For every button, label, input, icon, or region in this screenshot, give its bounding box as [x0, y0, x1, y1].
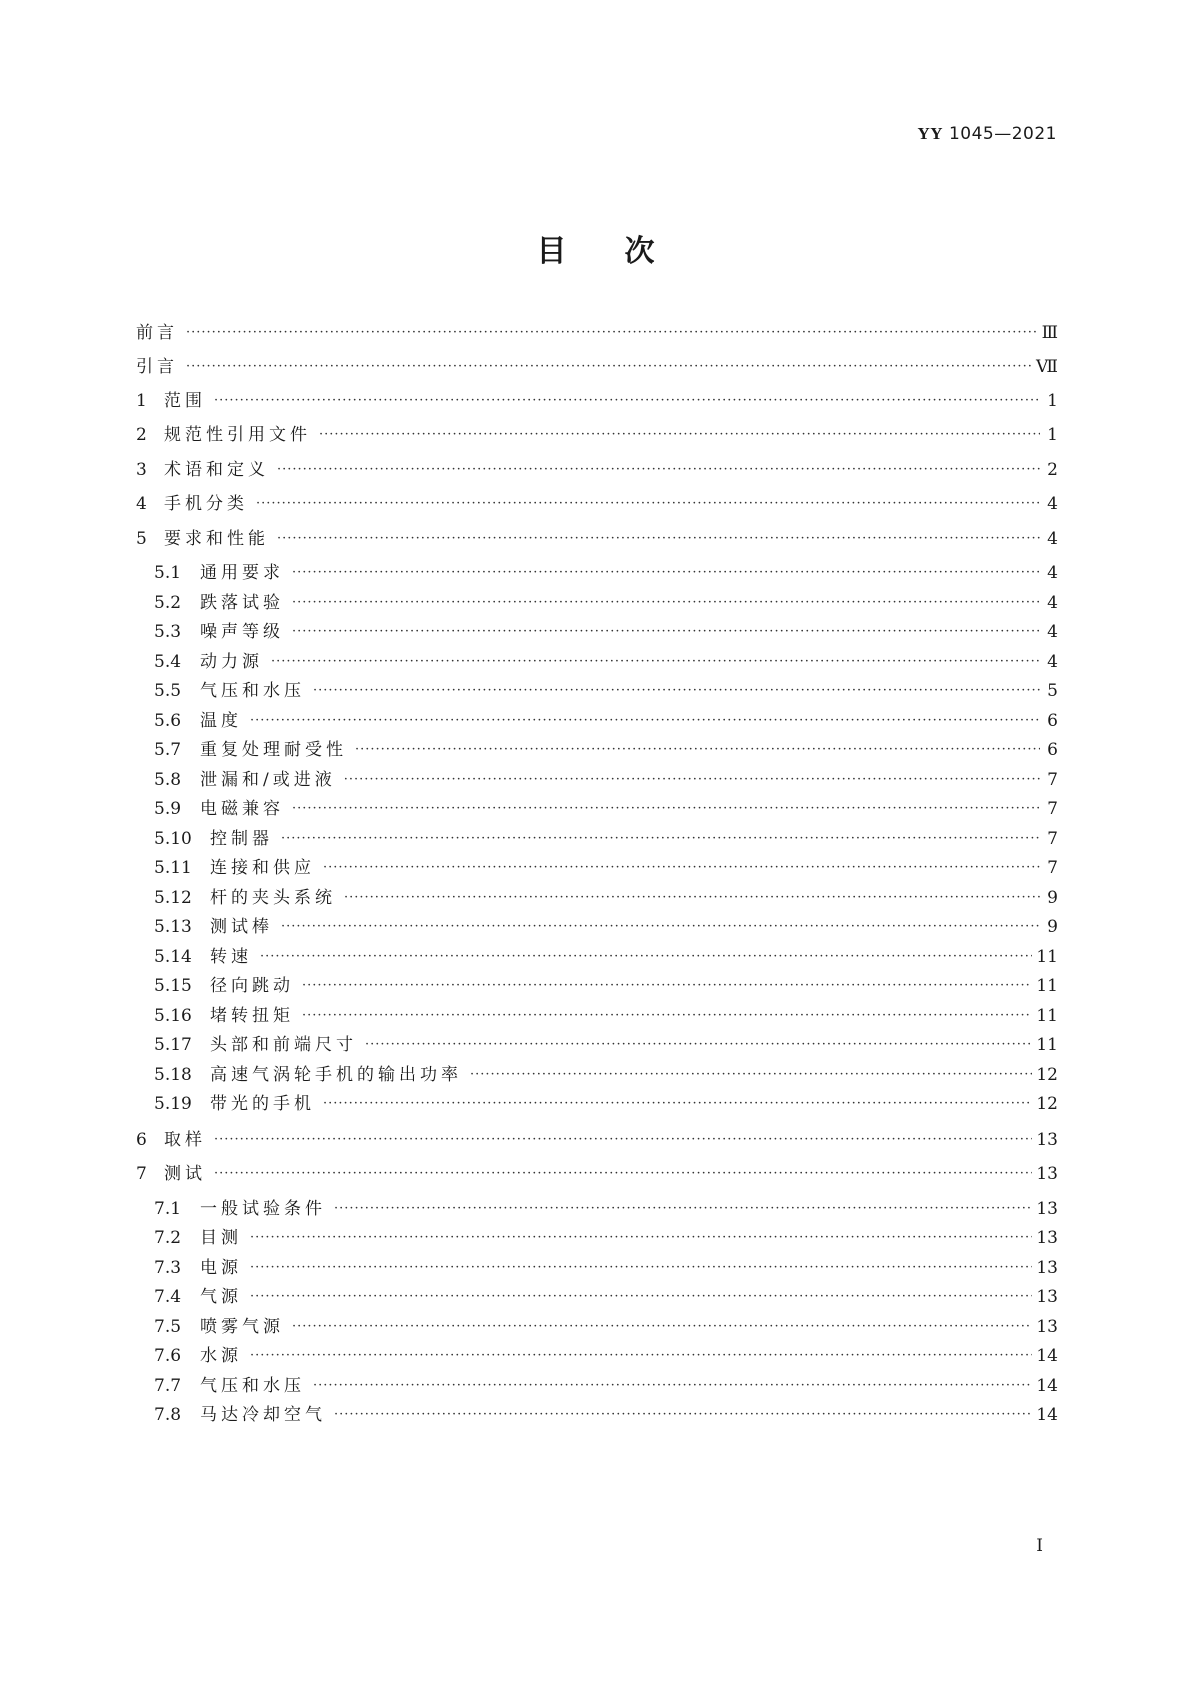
toc-entry-page: 9	[1047, 917, 1058, 937]
toc-entry-number: 7.2	[154, 1228, 182, 1248]
toc-entry[interactable]	[154, 1373, 1058, 1399]
toc-entry-number: 5.2	[154, 593, 182, 613]
toc-entry-number: 7.1	[154, 1199, 182, 1219]
toc-dot-leader	[250, 706, 1040, 734]
toc-entry-title: 动力源	[200, 652, 263, 672]
toc-entry[interactable]	[154, 855, 1058, 881]
toc-dot-leader	[355, 735, 1040, 763]
toc-dot-leader	[470, 1060, 1032, 1088]
toc-dot-leader	[277, 524, 1040, 552]
toc-entry-number: 5.7	[154, 740, 182, 760]
toc-dot-leader	[292, 617, 1040, 645]
toc-dot-leader	[334, 1194, 1032, 1222]
toc-entry[interactable]	[154, 944, 1058, 970]
toc-entry-number: 5.4	[154, 652, 182, 672]
toc-entry[interactable]	[154, 1091, 1058, 1117]
toc-entry-number: 7	[136, 1164, 147, 1184]
toc-dot-leader	[292, 794, 1040, 822]
page-title: 目次	[536, 234, 713, 269]
toc-entry[interactable]	[154, 708, 1058, 734]
toc-entry-title: 气压和水压	[200, 681, 305, 701]
toc-entry-number: 7.7	[154, 1376, 182, 1396]
toc-dot-leader	[302, 971, 1032, 999]
toc-entry-number: 2	[136, 425, 147, 445]
toc-entry-title: 要求和性能	[164, 529, 269, 549]
toc-entry-title: 取样	[164, 1130, 206, 1150]
toc-dot-leader	[277, 455, 1040, 483]
toc-dot-leader	[271, 647, 1040, 675]
toc-entry[interactable]	[136, 320, 1058, 346]
toc-dot-leader	[250, 1341, 1032, 1369]
standard-number	[918, 124, 1058, 144]
toc-entry[interactable]	[136, 354, 1058, 380]
toc-entry-page: 11	[1036, 1035, 1058, 1055]
toc-entry-title: 喷雾气源	[200, 1317, 284, 1337]
toc-entry-number: 5.5	[154, 681, 182, 701]
toc-entry[interactable]	[154, 737, 1058, 763]
toc-entry-page: 13	[1036, 1287, 1058, 1307]
toc-entry-page: 11	[1036, 947, 1058, 967]
toc-entry-number: 7.3	[154, 1258, 182, 1278]
toc-entry-number: 5.16	[154, 1006, 192, 1026]
toc-dot-leader	[319, 420, 1040, 448]
toc-entry-number: 3	[136, 460, 147, 480]
toc-entry-number: 5.14	[154, 947, 192, 967]
toc-entry[interactable]	[154, 1255, 1058, 1281]
toc-entry-page: 14	[1036, 1376, 1058, 1396]
toc-dot-leader	[186, 318, 1038, 346]
toc-entry-title: 泄漏和/或进液	[200, 770, 336, 790]
toc-entry-title: 头部和前端尺寸	[210, 1035, 357, 1055]
toc-entry[interactable]	[154, 678, 1058, 704]
toc-entry-page: 12	[1036, 1065, 1058, 1085]
toc-entry[interactable]	[154, 767, 1058, 793]
toc-entry[interactable]	[154, 1062, 1058, 1088]
toc-dot-leader	[313, 676, 1040, 704]
toc-entry-title: 马达冷却空气	[200, 1405, 326, 1425]
toc-dot-leader	[250, 1223, 1032, 1251]
toc-dot-leader	[292, 588, 1040, 616]
toc-entry-page: 2	[1047, 460, 1058, 480]
toc-entry-title: 气源	[200, 1287, 242, 1307]
toc-entry-title: 目测	[200, 1228, 242, 1248]
toc-entry-page: 7	[1047, 829, 1058, 849]
toc-dot-leader	[344, 883, 1040, 911]
toc-entry[interactable]	[136, 1161, 1058, 1187]
toc-entry-title: 跌落试验	[200, 593, 284, 613]
toc-entry[interactable]	[154, 649, 1058, 675]
toc-dot-leader	[313, 1371, 1032, 1399]
toc-entry[interactable]	[154, 619, 1058, 645]
toc-entry-number: 7.5	[154, 1317, 182, 1337]
toc-entry-page: 1	[1047, 425, 1058, 445]
toc-entry[interactable]	[154, 914, 1058, 940]
toc-entry-page: 4	[1047, 494, 1058, 514]
toc-entry-page: 6	[1047, 711, 1058, 731]
toc-entry-title: 规范性引用文件	[164, 425, 311, 445]
toc-entry[interactable]	[154, 885, 1058, 911]
toc-dot-leader	[214, 1125, 1032, 1153]
toc-entry-number: 5.15	[154, 976, 192, 996]
toc-dot-leader	[214, 386, 1040, 414]
toc-entry-number: 7.4	[154, 1287, 182, 1307]
toc-entry-title: 堵转扭矩	[210, 1006, 294, 1026]
toc-entry-number: 5.11	[154, 858, 192, 878]
toc-entry-page: Ⅲ	[1041, 323, 1058, 343]
toc-entry-page: 14	[1036, 1405, 1058, 1425]
toc-entry-title: 一般试验条件	[200, 1199, 326, 1219]
page-number: I	[1036, 1536, 1043, 1556]
toc-entry-title: 测试	[164, 1164, 206, 1184]
toc-entry-page: 11	[1036, 976, 1058, 996]
toc-entry-title: 噪声等级	[200, 622, 284, 642]
toc-entry-page: 4	[1047, 652, 1058, 672]
toc-entry-number: 5.6	[154, 711, 182, 731]
toc-entry-title: 径向跳动	[210, 976, 294, 996]
toc-entry-page: 12	[1036, 1094, 1058, 1114]
toc-entry-title: 连接和供应	[210, 858, 315, 878]
toc-entry-number: 6	[136, 1130, 147, 1150]
toc-entry-title: 高速气涡轮手机的输出功率	[210, 1065, 462, 1085]
toc-entry[interactable]	[154, 1003, 1058, 1029]
toc-entry-page: 4	[1047, 529, 1058, 549]
toc-entry-page: Ⅶ	[1036, 357, 1058, 377]
toc-entry-page: 13	[1036, 1130, 1058, 1150]
toc-entry[interactable]	[154, 973, 1058, 999]
standard-code: 1045—2021	[948, 124, 1057, 144]
toc-entry-page: 13	[1036, 1228, 1058, 1248]
toc-entry-number: 5.17	[154, 1035, 192, 1055]
toc-entry[interactable]	[136, 1127, 1058, 1153]
toc-entry-number: 5.18	[154, 1065, 192, 1085]
toc-dot-leader	[250, 1253, 1032, 1281]
toc-entry-number: 5.10	[154, 829, 192, 849]
toc-entry-title: 手机分类	[164, 494, 248, 514]
toc-entry-number: 1	[136, 391, 147, 411]
toc-entry-page: 7	[1047, 858, 1058, 878]
toc-dot-leader	[281, 912, 1040, 940]
toc-entry-number: 7.6	[154, 1346, 182, 1366]
toc-dot-leader	[292, 1312, 1032, 1340]
toc-entry[interactable]	[154, 1343, 1058, 1369]
toc-entry[interactable]	[154, 826, 1058, 852]
toc-entry-title: 气压和水压	[200, 1376, 305, 1396]
toc-entry-page: 6	[1047, 740, 1058, 760]
toc-entry[interactable]	[154, 1032, 1058, 1058]
toc-entry-page: 13	[1036, 1199, 1058, 1219]
toc-entry[interactable]	[136, 422, 1058, 448]
toc-entry-page: 7	[1047, 770, 1058, 790]
toc-dot-leader	[260, 942, 1032, 970]
toc-entry-number: 5.12	[154, 888, 192, 908]
toc-entry-title: 水源	[200, 1346, 242, 1366]
toc-entry-number: 5	[136, 529, 147, 549]
toc-entry[interactable]	[136, 388, 1058, 414]
toc-entry-number: 5.9	[154, 799, 182, 819]
toc-entry-page: 4	[1047, 563, 1058, 583]
standard-prefix: YY	[917, 124, 944, 143]
toc-entry-title: 电磁兼容	[200, 799, 284, 819]
toc-entry-page: 7	[1047, 799, 1058, 819]
toc-entry-title: 范围	[164, 391, 206, 411]
toc-entry-title: 转速	[210, 947, 252, 967]
toc-entry-page: 4	[1047, 593, 1058, 613]
toc-entry[interactable]	[154, 1225, 1058, 1251]
toc-dot-leader	[365, 1030, 1032, 1058]
toc-entry-title: 重复处理耐受性	[200, 740, 347, 760]
toc-entry-title: 术语和定义	[164, 460, 269, 480]
toc-entry-title: 温度	[200, 711, 242, 731]
toc-entry-title: 控制器	[210, 829, 273, 849]
toc-entry-page: 14	[1036, 1346, 1058, 1366]
toc-dot-leader	[214, 1159, 1032, 1187]
toc-entry-number: 4	[136, 494, 147, 514]
toc-entry-page: 13	[1036, 1317, 1058, 1337]
toc-entry-page: 13	[1036, 1164, 1058, 1184]
toc-dot-leader	[250, 1282, 1032, 1310]
toc-dot-leader	[186, 352, 1032, 380]
toc-dot-leader	[256, 489, 1040, 517]
toc-entry-page: 1	[1047, 391, 1058, 411]
toc-dot-leader	[281, 824, 1040, 852]
toc-entry[interactable]	[154, 1402, 1058, 1428]
toc-entry-title: 前言	[136, 323, 178, 343]
toc-entry[interactable]	[136, 491, 1058, 517]
toc-entry[interactable]	[154, 1196, 1058, 1222]
toc-entry-title: 电源	[200, 1258, 242, 1278]
toc-entry-title: 测试棒	[210, 917, 273, 937]
toc-entry[interactable]	[154, 590, 1058, 616]
toc-entry-number: 5.3	[154, 622, 182, 642]
toc-entry-title: 通用要求	[200, 563, 284, 583]
toc-entry-page: 4	[1047, 622, 1058, 642]
toc-entry-number: 5.1	[154, 563, 182, 583]
toc-entry[interactable]	[154, 796, 1058, 822]
toc-dot-leader	[302, 1001, 1032, 1029]
toc-entry-number: 7.8	[154, 1405, 182, 1425]
toc-entry-title: 引言	[136, 357, 178, 377]
toc-dot-leader	[344, 765, 1040, 793]
toc-entry-page: 9	[1047, 888, 1058, 908]
toc-entry[interactable]	[154, 1314, 1058, 1340]
toc-entry[interactable]	[136, 526, 1058, 552]
toc-entry-page: 11	[1036, 1006, 1058, 1026]
toc-dot-leader	[334, 1400, 1032, 1428]
toc-entry-number: 5.19	[154, 1094, 192, 1114]
toc-entry-page: 13	[1036, 1258, 1058, 1278]
toc-entry-number: 5.13	[154, 917, 192, 937]
toc-entry-page: 5	[1047, 681, 1058, 701]
toc-entry-title: 带光的手机	[210, 1094, 315, 1114]
toc-dot-leader	[292, 558, 1040, 586]
toc-entry[interactable]	[136, 457, 1058, 483]
toc-entry-title: 杆的夹头系统	[210, 888, 336, 908]
toc-dot-leader	[323, 1089, 1032, 1117]
toc-entry-number: 5.8	[154, 770, 182, 790]
toc-entry[interactable]	[154, 560, 1058, 586]
toc-dot-leader	[323, 853, 1040, 881]
toc-entry[interactable]	[154, 1284, 1058, 1310]
